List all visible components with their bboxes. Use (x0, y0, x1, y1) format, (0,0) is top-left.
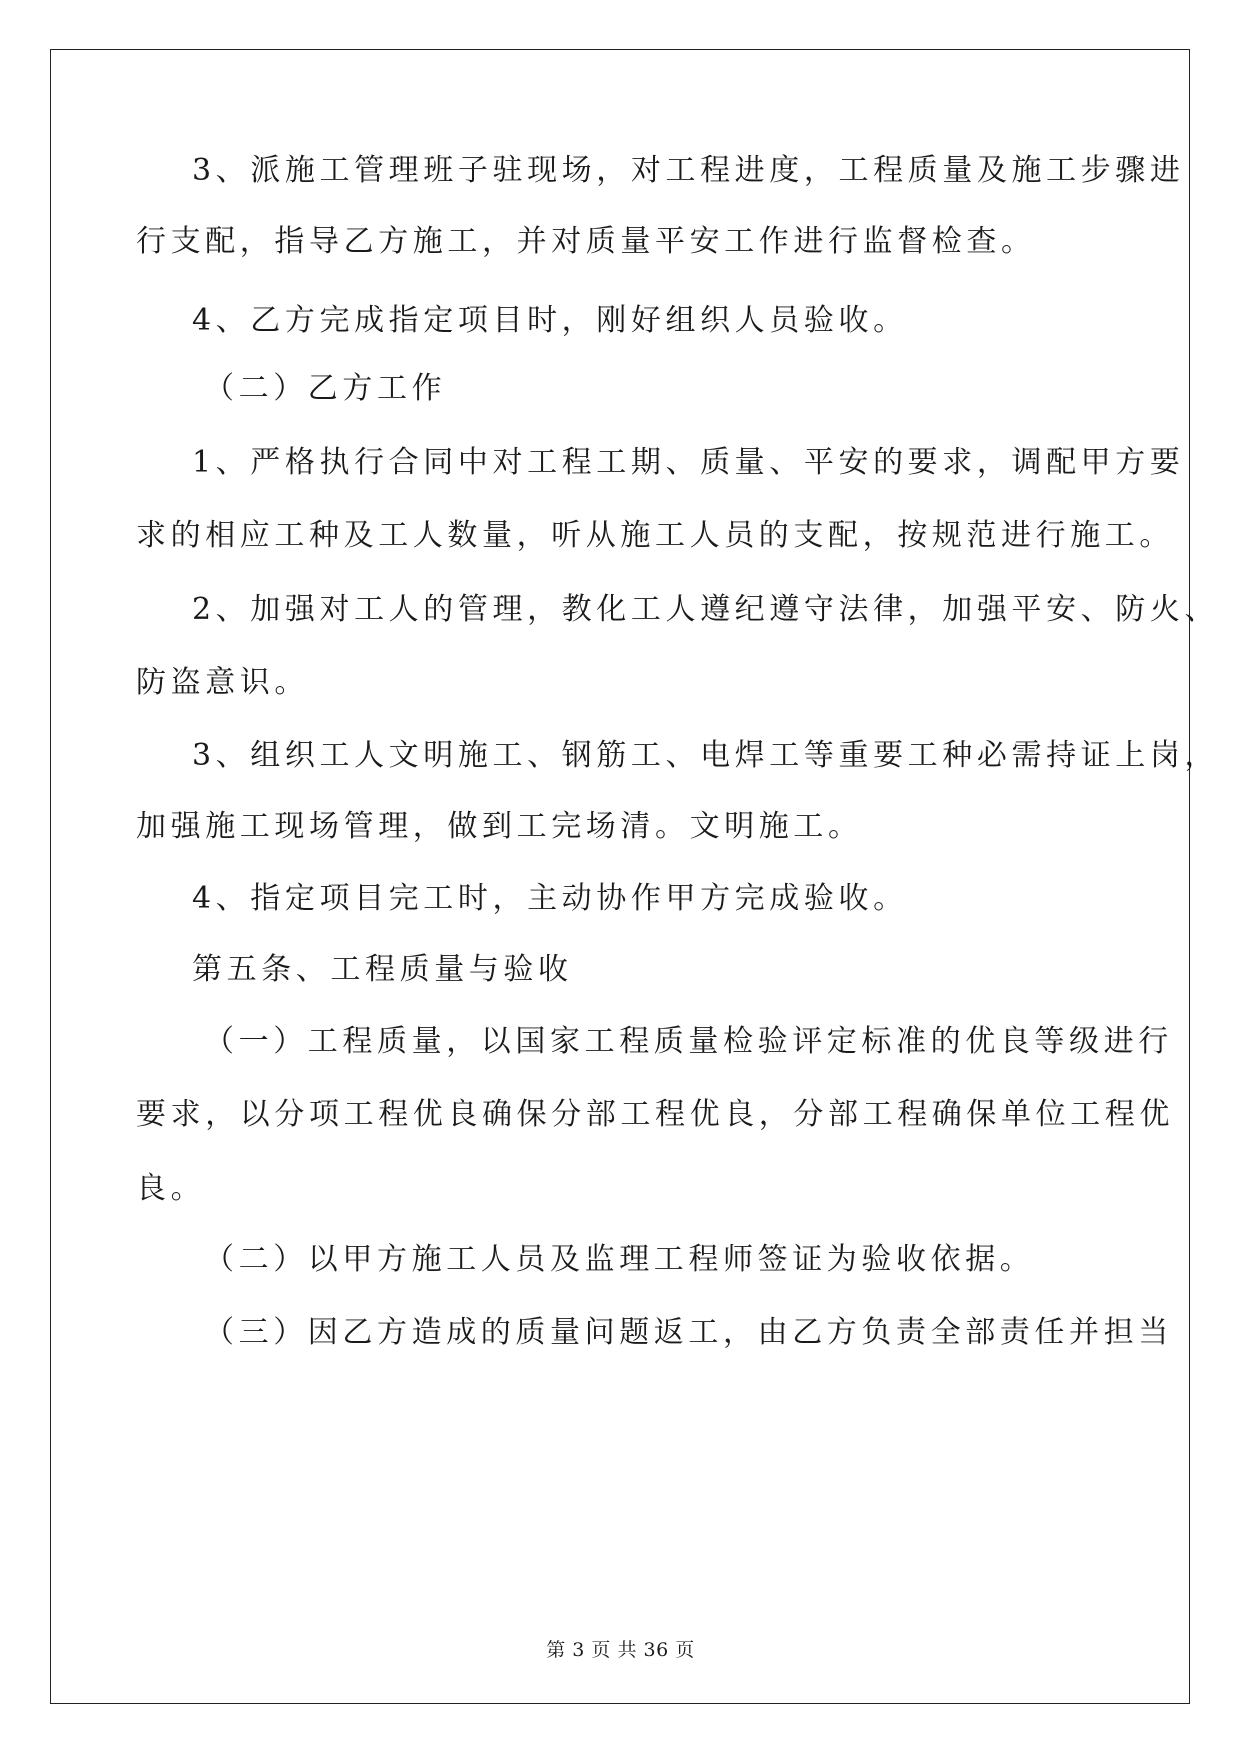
paragraph-line: 要求，以分项工程优良确保分部工程优良，分部工程确保单位工程优 (136, 1097, 1174, 1132)
section-heading: （二）乙方工作 (204, 371, 447, 406)
paragraph-line: 防盗意识。 (136, 665, 309, 700)
paragraph-line: 1、严格执行合同中对工程工期、质量、平安的要求，调配甲方要 (192, 445, 1185, 480)
paragraph-line: （二）以甲方施工人员及监理工程师签证为验收依据。 (204, 1242, 1035, 1277)
paragraph-line: 3、组织工人文明施工、钢筋工、电焊工等重要工种必需持证上岗， (192, 738, 1220, 773)
paragraph-line: 4、乙方完成指定项目时，刚好组织人员验收。 (192, 303, 908, 338)
paragraph-line: 行支配，指导乙方施工，并对质量平安工作进行监督检查。 (136, 224, 1036, 259)
paragraph-line: （三）因乙方造成的质量问题返工，由乙方负责全部责任并担当 (204, 1315, 1173, 1350)
article-heading: 第五条、工程质量与验收 (192, 952, 573, 987)
paragraph-line: （一）工程质量，以国家工程质量检验评定标准的优良等级进行 (204, 1024, 1173, 1059)
page-number: 第 3 页 共 36 页 (546, 1639, 695, 1661)
paragraph-line: 3、派施工管理班子驻现场，对工程进度，工程质量及施工步骤进 (192, 153, 1185, 188)
paragraph-line: 4、指定项目完工时，主动协作甲方完成验收。 (192, 881, 908, 916)
paragraph-line: 2、加强对工人的管理，教化工人遵纪遵守法律，加强平安、防火、 (192, 592, 1220, 627)
paragraph-line: 良。 (136, 1171, 206, 1206)
paragraph-line: 求的相应工种及工人数量，听从施工人员的支配，按规范进行施工。 (136, 518, 1174, 553)
paragraph-line: 加强施工现场管理，做到工完场清。文明施工。 (136, 809, 863, 844)
